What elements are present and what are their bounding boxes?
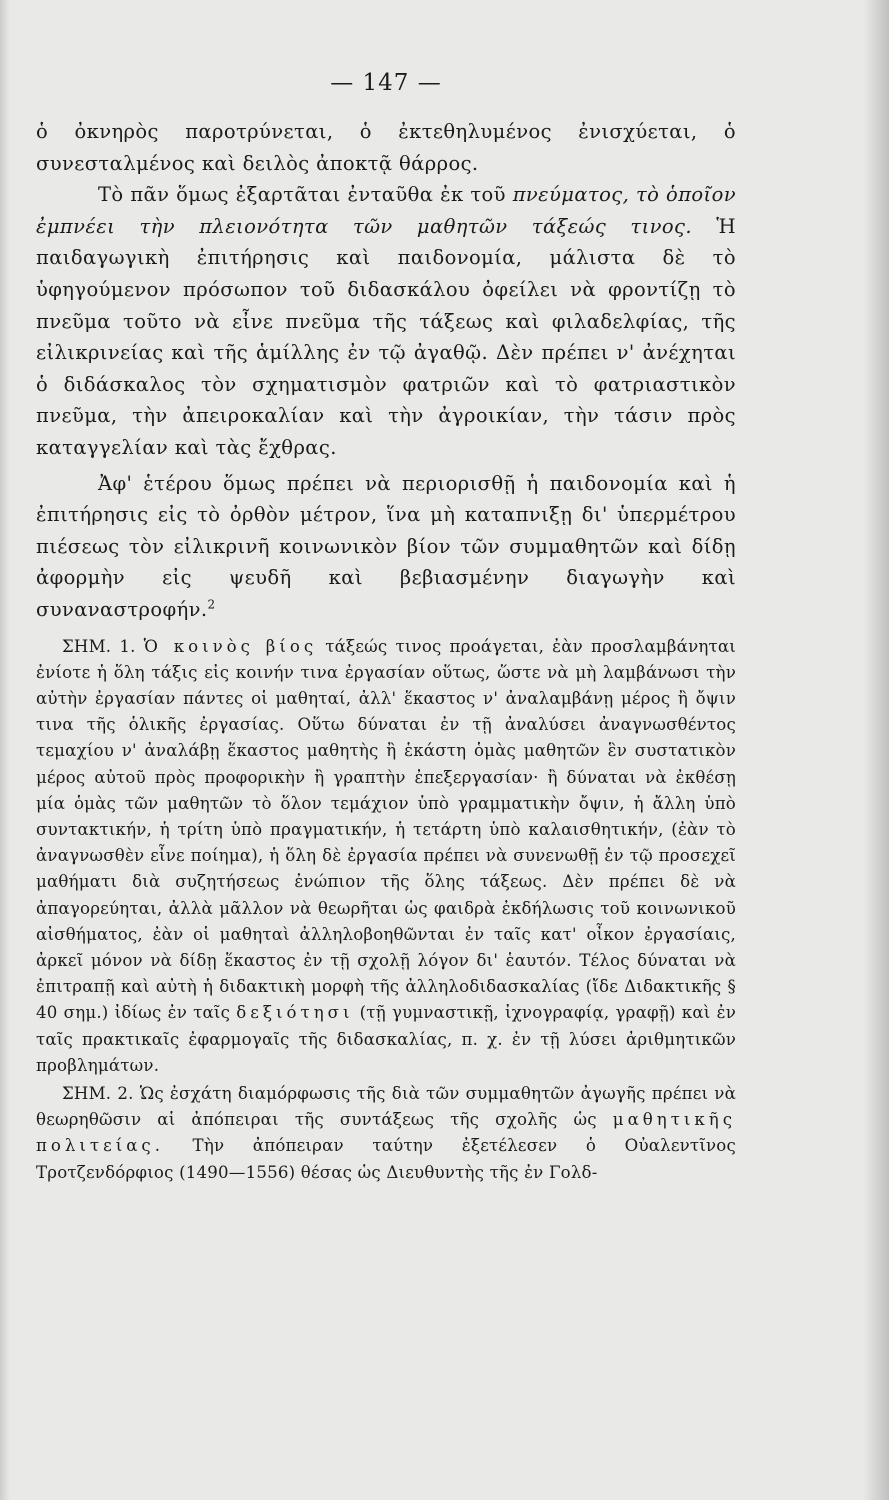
note-2-text-a: Ὡς ἐσχάτη διαμόρφωσις τῆς διὰ τῶν συμμαθητῶν ἀγωγῆς πρέπει νὰ θεωρηθῶσιν αἱ ἀπόπειραι τῆς συντάξεως τῆς σχολῆς ὡς [36,1083,737,1130]
page-number: — 147 — [330,70,442,96]
scan-shadow-right [863,0,889,1500]
book-page [36,70,736,1186]
footnote-marker: 2 [207,597,216,612]
main-text [36,116,736,626]
note-1-text-a: τάξεώς τινος προάγεται, ἐὰν προσλαμβάνηται ἐνίοτε ἡ ὅλη τάξις εἰς κοινήν τινα ἐργασίαν οὕτως, ὥστε νὰ μὴ λαμβάνωσι τὴν αὐτὴν ἐργασίαν πάντες οἱ μαθηταί, ἀλλ' ἕκαστος ν' ἀναλαμβάνῃ μέρος ἢ ὄψιν τινα τῆς ὁλικῆς ἐργασίας. Οὕτω δύναται ἐν τῇ ἀναλύσει ἀναγνωσθέντος τεμαχίου ν' ἀναλάβῃ ἕκαστος μαθητὴς ἢ ἑκάστη ὁμὰς μαθητῶν ἓν συστατικὸν μέρος αὐτοῦ πρὸς προφορικὴν ἢ γραπτὴν ἐπεξεργασίαν· ἢ δύναται νὰ ἐκθέσῃ μία ὁμὰς τῶν μαθητῶν τὸ ὅλον τεμάχιον ὑπὸ γραμματικὴν ὄψιν, ἡ ἄλλη ὑπὸ συντακτικήν, ἡ τρίτη ὑπὸ πραγματικήν, ἡ τετάρτη ὑπὸ καλαισθητικήν, (ἐὰν τὸ ἀναγνωσθὲν εἶνε ποίημα), ἡ ὅλη δὲ ἐργασία πρέπει νὰ συνενωθῇ ἐν τῷ προσεχεῖ μαθήματι διὰ συζητήσεως ἐνώπιον τῆς ὅλης τάξεως. Δὲν πρέπει δὲ νὰ ἀπαγορεύηται, ἀλλὰ μᾶλλον νὰ θεωρῆται ὡς φαιδρὰ ἐκδήλωσις τοῦ κοινωνικοῦ αἰσθήματος, ἐὰν οἱ μαθηταὶ ἀλληλοβοηθῶνται ἐν ταῖς κατ' οἶκον ἐργασίαις, ἀρκεῖ μόνον νὰ δίδῃ ἕκαστος ἐν τῇ σχολῇ λόγον δι' ἑαυτόν. Τέλος δύναται νὰ ἐπιτραπῇ καὶ αὐτὴ ἡ διδακτικὴ μορφὴ τῆς ἀλληλοδιδασκαλίας (ἴδε Διδακτικῆς § 40 σημ.) ἰδίως ἐν ταῖς [36,636,737,1023]
paragraph-3 [36,468,736,626]
paragraph-3-text: Ἀφ' ἑτέρου ὅμως πρέπει νὰ περιορισθῇ ἡ παιδονομία καὶ ἡ ἐπιτήρησις εἰς τὸ ὀρθὸν μέτρον, ἵνα μὴ καταπνιξῃ δι' ὑπερμέτρου πιέσεως τὸν εἰλικρινῆ κοινωνικὸν βίον τῶν συμμαθητῶν καὶ δίδῃ ἀφορμὴν εἰς ψευδῆ καὶ βεβιασμένην διαγωγὴν καὶ συναναστροφήν. [36,471,736,621]
paragraph-1 [36,116,736,179]
notes [36,634,736,1186]
paragraph-2-text-a: Τὸ πᾶν ὅμως ἐξαρτᾶται ἐνταῦθα ἐκ τοῦ [98,183,513,207]
note-2-spaced: μαθητικῆς πολιτείας. [36,1110,736,1156]
note-1-spaced-a: Ὁ κοινὸς βίος [143,636,318,656]
note-2-label: ΣΗΜ. 2. [62,1083,140,1103]
note-1-text-b: (τῇ γυμναστικῇ, ἰχνογραφίᾳ, γραφῇ) καὶ ἐν ταῖς πρακτικαῖς ἐφαρμογαῖς τῆς διδασκαλίας, π. χ. ἐν τῇ λύσει ἀριθμητικῶν προβλημάτων. [36,1003,736,1075]
paragraph-2-italic: πνεύματος, τὸ ὁποῖον ἐμπνέει τὴν πλειονότητα τῶν μαθητῶν τάξεώς τινος. [36,183,736,238]
note-1-spaced-b: δεξιότησι [236,1003,354,1023]
note-2 [36,1081,736,1186]
paragraph-2-text-b: Ἡ παιδαγωγικὴ ἐπιτήρησις καὶ παιδονομία, μάλιστα δὲ τὸ ὑφηγούμενον πρόσωπον τοῦ διδασκάλου ὀφείλει νὰ φροντίζῃ τὸ πνεῦμα τοῦτο νὰ εἶνε πνεῦμα τῆς τάξεως καὶ φιλαδελφίας, τῆς εἰλικρινείας καὶ τῆς ἁμίλλης ἐν τῷ ἀγαθῷ. Δὲν πρέπει ν' ἀνέχηται ὁ διδάσκαλος τὸν σχηματισμὸν φατριῶν καὶ τὸ φατριαστικὸν πνεῦμα, τὴν ἀπειροκαλίαν καὶ τὴν ἀγροικίαν, τὴν τάσιν πρὸς καταγγελίαν καὶ τὰς ἔχθρας. [36,214,736,459]
note-2-text-b: Τὴν ἀπόπειραν ταύτην ἐξετέλεσεν ὁ Οὐαλεντῖνος Τροτζενδόρφιος (1490—1556) θέσας ὡς Διευθυντὴς τῆς ἐν Γολδ- [36,1136,736,1182]
note-1-label: ΣΗΜ. 1. [62,636,144,656]
paragraph-1-text: ὁ ὀκνηρὸς παροτρύνεται, ὁ ἐκτεθηλυμένος ἐνισχύεται, ὁ συνεσταλμένος καὶ δειλὸς ἀποκτᾷ θάρρος. [36,120,736,175]
paragraph-2 [36,179,736,463]
note-1 [36,634,736,1079]
scan-shadow-left [0,0,10,1500]
